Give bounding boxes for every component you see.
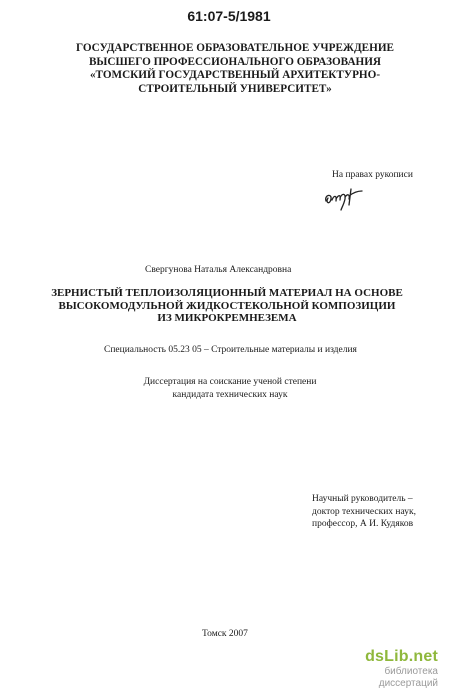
supervisor-line: доктор технических наук, [312, 506, 416, 517]
author-name: Свергунова Наталья Александровна [145, 265, 292, 275]
degree-statement [120, 376, 340, 401]
degree-line: Диссертация на соискание ученой степени [143, 377, 317, 387]
institution-line: ВЫСШЕГО ПРОФЕССИОНАЛЬНОГО ОБРАЗОВАНИЯ [88, 55, 382, 68]
handwritten-signature [322, 183, 382, 211]
institution-line: ГОСУДАРСТВЕННОЕ ОБРАЗОВАТЕЛЬНОЕ УЧРЕЖДЕНИЕ [76, 42, 394, 54]
supervisor-line: профессор, А И. Кудяков [312, 519, 414, 529]
institution-name [40, 42, 430, 96]
thesis-title-line: ВЫСОКОМОДУЛЬНОЙ ЖИДКОСТЕКОЛЬНОЙ КОМПОЗИЦИИ [58, 299, 396, 312]
scientific-supervisor [312, 493, 416, 531]
specialty: Специальность 05.23 05 – Строительные материалы и изделия [104, 345, 357, 355]
institution-line: СТРОИТЕЛЬНЫЙ УНИВЕРСИТЕТ» [138, 82, 332, 95]
watermark-logo: dsLib.net [365, 648, 438, 665]
manuscript-rights-note: На правах рукописи [332, 170, 413, 180]
degree-line: кандидата технических наук [172, 389, 288, 400]
thesis-title [20, 287, 434, 325]
watermark [328, 648, 438, 690]
watermark-tagline: библиотека диссертаций [378, 666, 438, 689]
thesis-title-line: ИЗ МИКРОКРЕМНЕЗЕМА [157, 312, 297, 324]
thesis-title-line: ЗЕРНИСТЫЙ ТЕПЛОИЗОЛЯЦИОННЫЙ МАТЕРИАЛ НА ОСНОВЕ [51, 287, 403, 299]
archive-code: 61:07-5/1981 [187, 8, 271, 24]
city-year: Томск 2007 [202, 629, 248, 639]
institution-line: «ТОМСКИЙ ГОСУДАРСТВЕННЫЙ АРХИТЕКТУРНО- [89, 69, 381, 81]
supervisor-line: Научный руководитель – [312, 494, 413, 504]
